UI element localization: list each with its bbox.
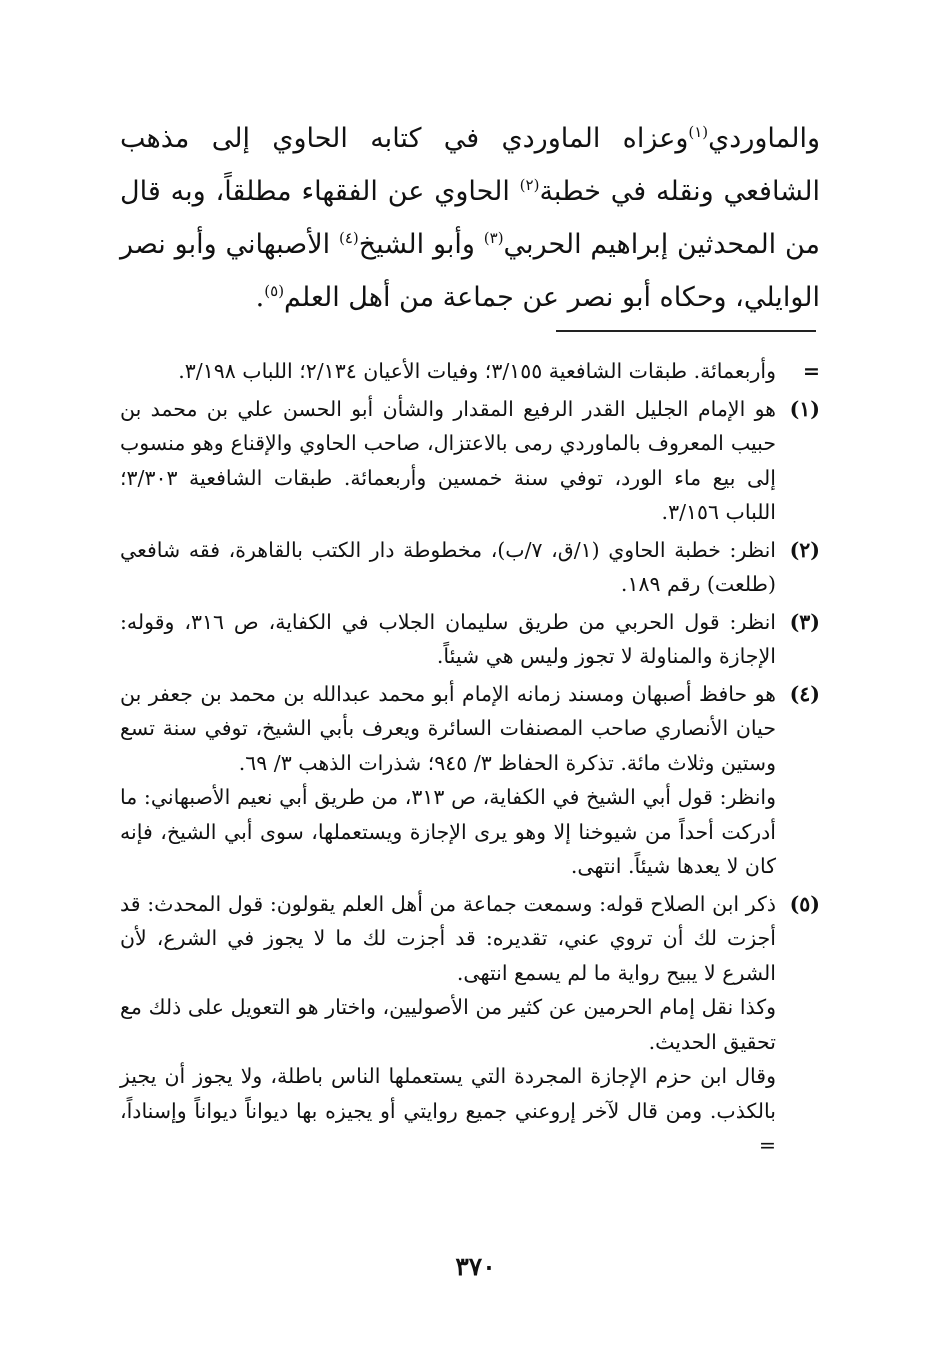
footnote-mark: (١) (789, 396, 820, 421)
footnote-mark: (٤) (789, 681, 820, 706)
footnote-body (120, 354, 776, 389)
main-text-segment: الأصبهاني وأبو نصر الوايلي، وحكاه أبو نصر عن جماعة من أهل العلم (120, 229, 820, 313)
footnote-text: وانظر: قول أبي الشيخ في الكفاية، ص ٣١٣، من طريق أبي نعيم الأصبهاني: ما أدركت أحداً من شيوخنا إلا وهو يرى الإجازة ويستعملها، سوى أبي الشيخ، فإنه كان لا يعدها شيئاً. انتهى. (120, 785, 776, 878)
footnote-1 (120, 392, 820, 530)
footnote-continuation (120, 354, 820, 389)
footnote-body (120, 392, 776, 530)
footnote-text: انظر: خطبة الحاوي (١/ق، ٧/ب)، مخطوطة دار الكتب بالقاهرة، فقه شافعي (طلعت) رقم ١٨٩. (120, 537, 776, 596)
footnote-ref-1: (١) (688, 123, 709, 141)
main-text-segment: . (255, 282, 265, 313)
footnote-text: هو حافظ أصبهان ومسند زمانه الإمام أبو محمد عبدالله بن محمد بن جعفر بن حيان الأنصاري صاحب المصنفات السائرة ويعرف بأبي الشيخ، توفي سنة تسع وستين وثلاث مائة. تذكرة الحفاظ ٣/ ٩٤٥؛ شذرات الذهب ٣/ ٦٩. (120, 681, 776, 775)
footnote-text: هو الإمام الجليل القدر الرفيع المقدار والشأن أبو الحسن علي بن محمد بن حبيب المعروف بالماوردي رمى بالاعتزال، صاحب الحاوي والإقناع وهو منسوب إلى بيع ماء الورد، توفي سنة خمسين وأربعمائة. طبقات الشافعية ٣/٣٠٣؛ اللباب ٣/١٥٦. (120, 396, 776, 524)
footnote-text: انظر: قول الحربي من طريق سليمان الجلاب في الكفاية، ص ٣١٦، وقوله: الإجازة والمناولة لا تجوز وليس هي شيئاً. (120, 609, 776, 668)
footnote-text: ذكر ابن الصلاح قوله: وسمعت جماعة من أهل العلم يقولون: قول المحدث: قد أجزت لك أن تروي عني، تقديره: قد أجزت لك ما لا يجوز في الشرع، لأن الشرع لا يبيح رواية ما لم يسمع انتهى. (120, 891, 776, 985)
footnote-text: وأربعمائة. طبقات الشافعية ٣/١٥٥؛ وفيات الأعيان ٢/١٣٤؛ اللباب ٣/١٩٨. (178, 359, 776, 383)
footnote-mark: (٢) (789, 537, 820, 562)
main-text-segment: وأبو الشيخ (358, 229, 484, 260)
footnote-mark: = (802, 359, 820, 383)
footnote-2 (120, 533, 820, 602)
footnotes-section (120, 354, 820, 1166)
footnote-ref-5: (٥) (264, 282, 285, 300)
main-text-segment: الحاوي عن الفقهاء مطلقاً، وبه قال من المحدثين إبراهيم الحربي (120, 176, 821, 260)
footnote-text: وقال ابن حزم الإجازة المجردة التي يستعملها الناس باطلة، ولا يجوز أن يجيز بالكذب. ومن قال لآخر إروعني جميع روايتي أو يجيزه بها ديواناً ديواناً وإسناداً، = (120, 1064, 776, 1157)
footnote-ref-4: (٤) (338, 229, 359, 247)
main-text-segment: وعزاه الماوردي في كتابه الحاوي إلى مذهب الشافعي ونقله في خطبة (120, 123, 820, 207)
footnote-3 (120, 605, 820, 674)
footnote-text: وكذا نقل إمام الحرمين عن كثير من الأصوليين، واختار هو التعويل على ذلك مع تحقيق الحديث. (120, 995, 776, 1054)
main-paragraph (120, 112, 820, 324)
main-text-segment: والماوردي (708, 123, 820, 154)
main-text-block (120, 112, 820, 324)
footnote-mark: (٣) (789, 609, 820, 634)
footnote-body (120, 887, 776, 1163)
footnote-ref-3: (٣) (483, 229, 504, 247)
footnote-mark: (٥) (789, 891, 820, 916)
footnote-4 (120, 677, 820, 884)
page-number: ٣٧٠ (455, 1252, 496, 1281)
footnote-ref-2: (٢) (519, 176, 540, 194)
footnote-separator (556, 330, 816, 332)
footnote-body (120, 605, 776, 674)
footnote-body (120, 533, 776, 602)
footnote-body (120, 677, 776, 884)
footnote-5 (120, 887, 820, 1163)
